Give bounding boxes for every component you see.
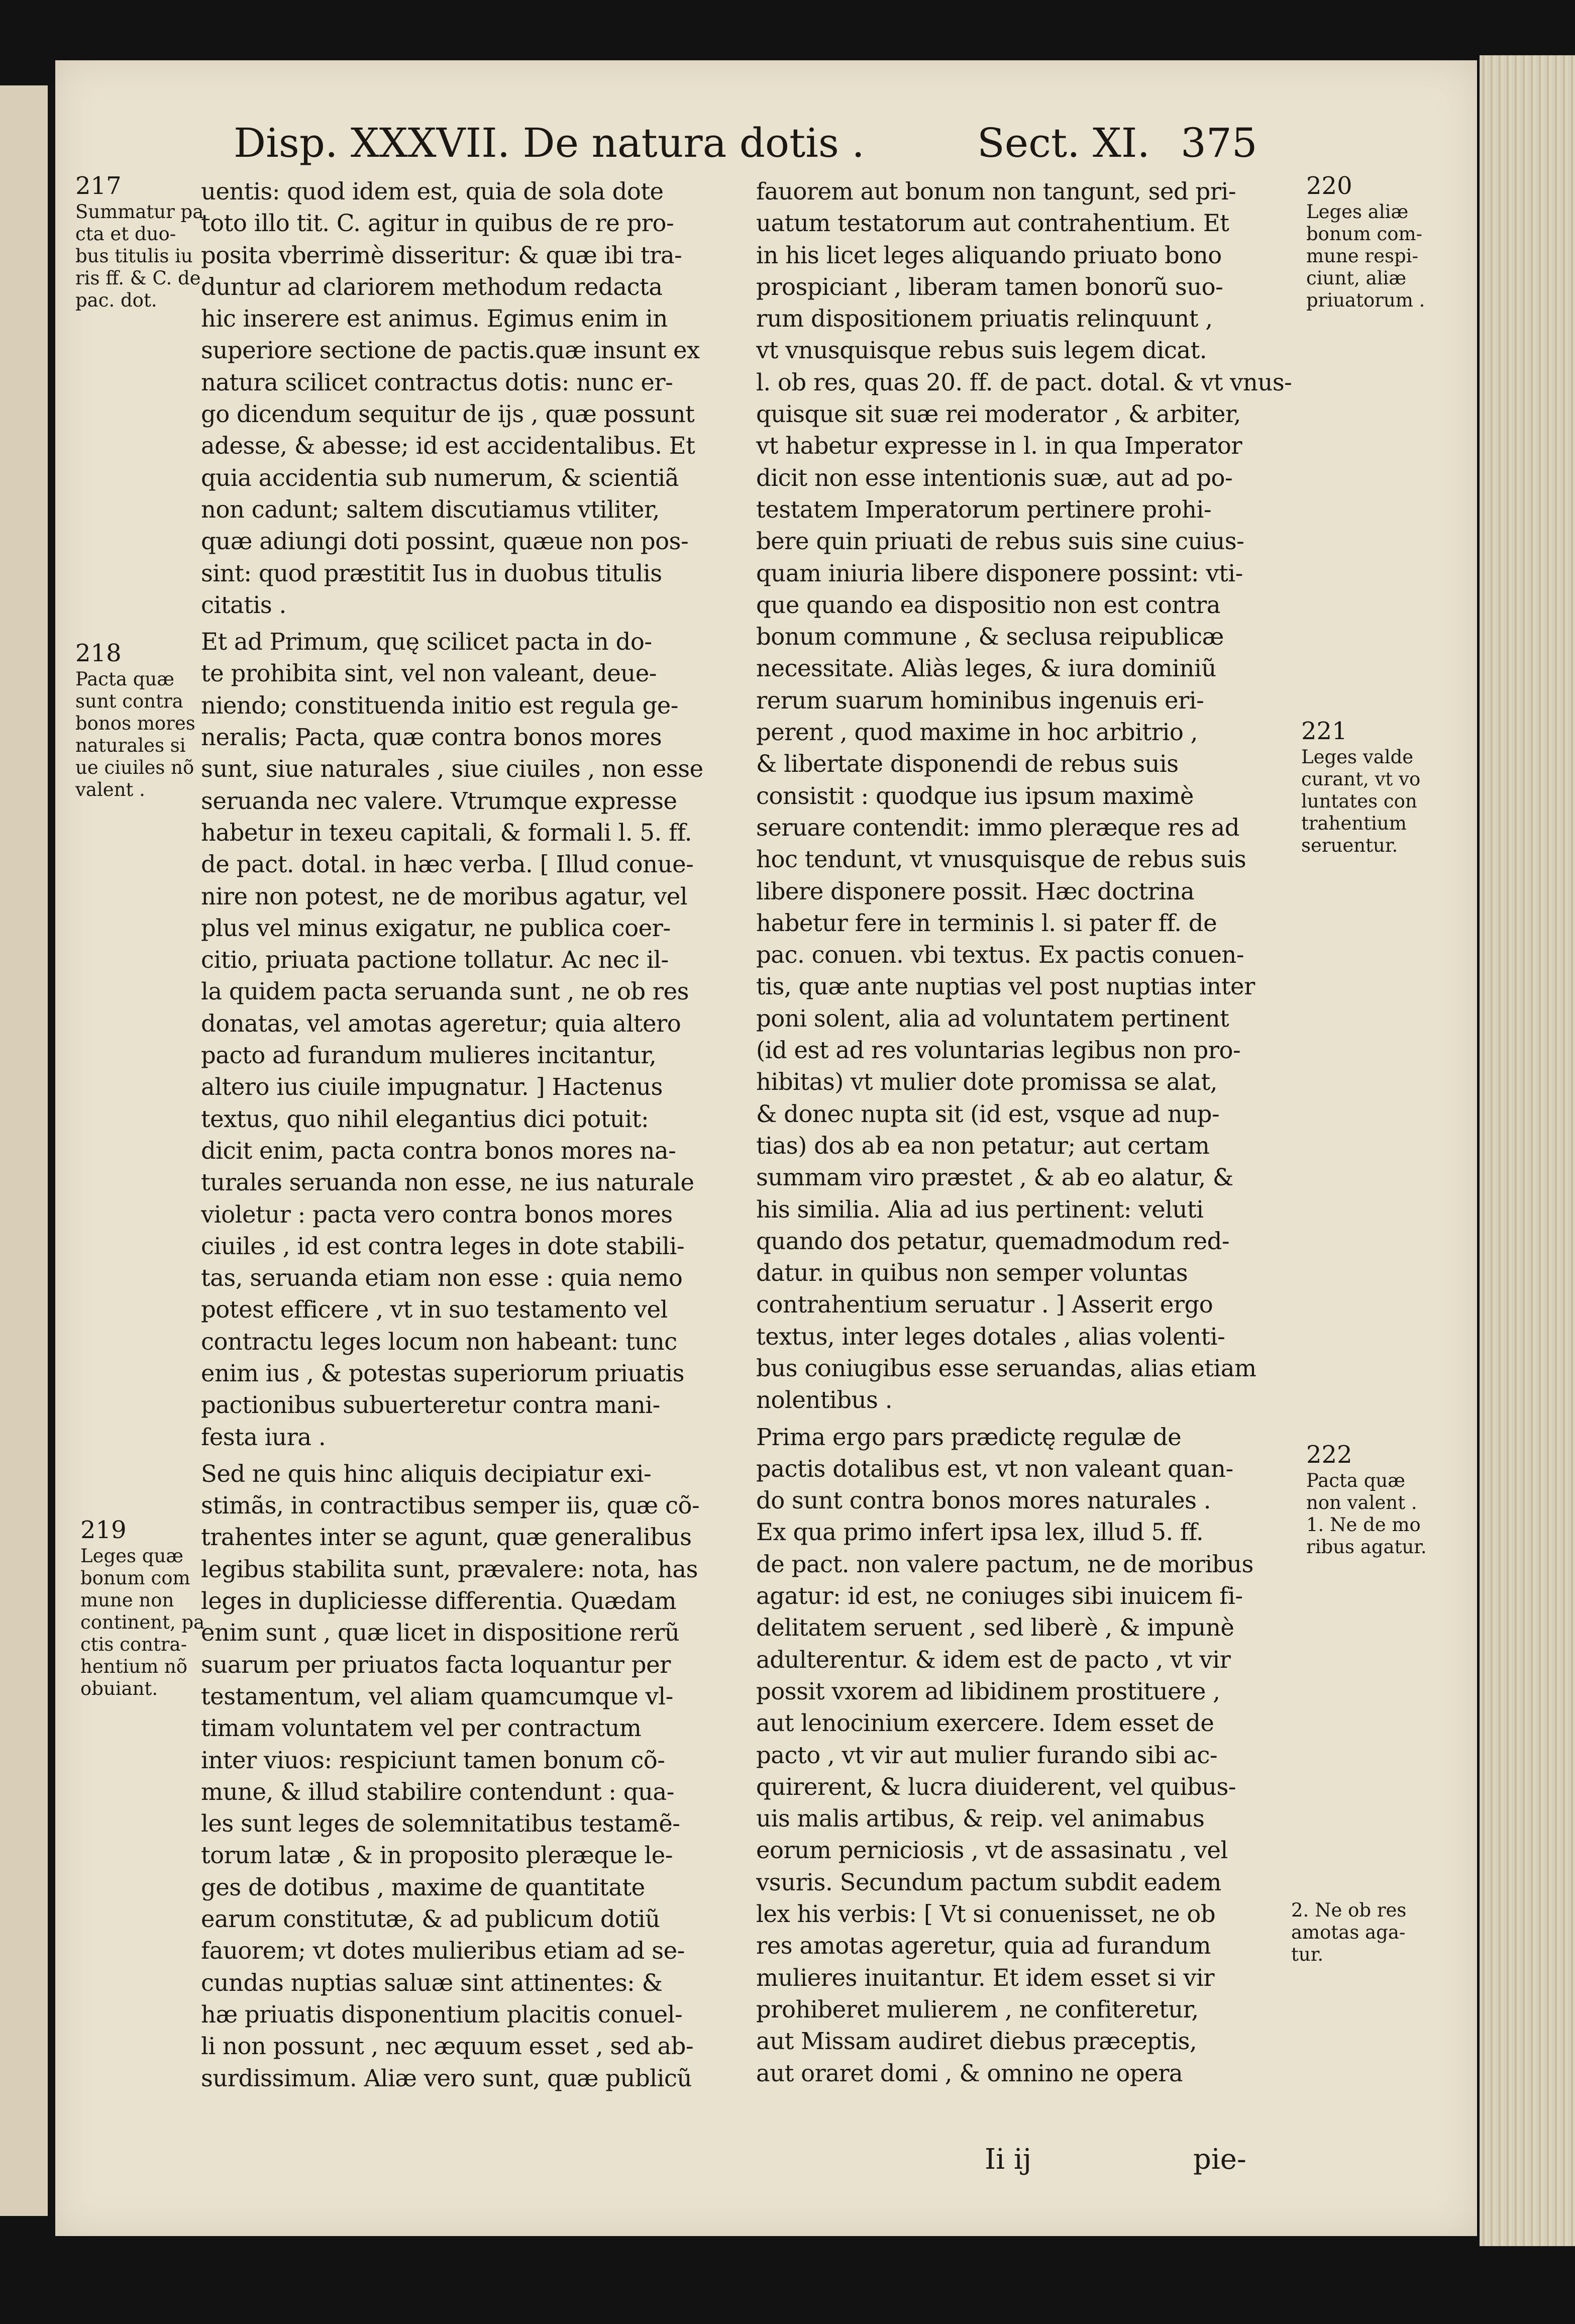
margin-line: pac. dot.	[75, 289, 157, 311]
text-line: Et ad Primum, quę scilicet pacta in do-	[201, 628, 652, 656]
text-line: hibitas) vt mulier dote promissa se alat,	[756, 1068, 1218, 1096]
margin-line: priuatorum .	[1306, 289, 1425, 311]
margin-line: ribus agatur.	[1306, 1536, 1427, 1558]
margin-line: obuiant.	[80, 1678, 158, 1699]
text-line: quisque sit suæ rei moderator , & arbiter,	[756, 400, 1241, 428]
margin-note-217	[75, 171, 203, 312]
text-line: pactis dotalibus est, vt non valeant quan-	[756, 1455, 1233, 1482]
text-line: datur. in quibus non semper voluntas	[756, 1259, 1188, 1287]
text-line: summam viro præstet , & ab eo alatur, &	[756, 1164, 1233, 1191]
text-line: adulterentur. & idem est de pacto , vt vir	[756, 1646, 1231, 1673]
text-line: potest efficere , vt in suo testamento vel	[201, 1296, 668, 1324]
margin-line: amotas aga-	[1291, 1922, 1406, 1943]
text-line: possit vxorem ad libidinem prostituere ,	[756, 1677, 1220, 1705]
text-line: uis malis artibus, & reip. vel animabus	[756, 1805, 1205, 1833]
text-line: quia accidentia sub numerum, & scientiã	[201, 464, 679, 491]
text-line: sint: quod præstitit Ius in duobus titulis	[201, 559, 662, 587]
text-line: contractu leges locum non habeant: tunc	[201, 1328, 677, 1355]
text-line: timam voluntatem vel per contractum	[201, 1714, 642, 1742]
left-text-column	[201, 176, 703, 2094]
text-line: non cadunt; saltem discutiamus vtiliter,	[201, 495, 660, 523]
text-line: trahentes inter se agunt, quæ generalibus	[201, 1524, 692, 1551]
text-line: adesse, & abesse; id est accidentalibus. Et	[201, 432, 695, 460]
text-line: pacto , vt vir aut mulier furando sibi ac-	[756, 1741, 1218, 1769]
text-line: vt vnusquisque rebus suis legem dicat.	[756, 337, 1207, 364]
margin-line: cta et duo-	[75, 223, 176, 245]
text-line: hæ priuatis disponentium placitis conuel-	[201, 2000, 683, 2028]
text-line: & libertate disponendi de rebus suis	[756, 750, 1179, 778]
text-line: pacto ad furandum mulieres incitantur,	[201, 1042, 657, 1069]
text-line: mune, & illud stabilire contendunt : qua-	[201, 1778, 674, 1805]
text-line: aut lenocinium exercere. Idem esset de	[756, 1709, 1214, 1737]
text-line: suarum per priuatos facta loquantur per	[201, 1651, 671, 1678]
page-number: 375	[1181, 120, 1257, 166]
margin-note-221	[1301, 716, 1420, 857]
page-fore-edge	[1480, 55, 1575, 2246]
margin-number: 218	[75, 639, 122, 667]
text-line: lex his verbis: [ Vt si conuenisset, ne ob	[756, 1900, 1216, 1928]
margin-line: 1. Ne de mo	[1306, 1514, 1421, 1536]
text-line: earum constitutæ, & ad publicum dotiũ	[201, 1905, 660, 1933]
text-line: violetur : pacta vero contra bonos mores	[201, 1200, 673, 1228]
text-line: duntur ad clariorem methodum redacta	[201, 273, 663, 300]
margin-number: 222	[1306, 1441, 1352, 1469]
text-line: uatum testatorum aut contrahentium. Et	[756, 210, 1229, 237]
text-line: plus vel minus exigatur, ne publica coer-	[201, 914, 671, 942]
text-line: rerum suarum hominibus ingenuis eri-	[756, 686, 1204, 714]
text-line: bus coniugibus esse seruandas, alias etiam	[756, 1354, 1256, 1382]
margin-note-222	[1306, 1440, 1427, 1558]
text-line: tis, quæ ante nuptias vel post nuptias inter	[756, 973, 1255, 1000]
text-line: vt habetur expresse in l. in qua Imperator	[756, 432, 1242, 460]
text-line: nolentibus .	[756, 1386, 892, 1414]
margin-line: seruentur.	[1301, 835, 1398, 856]
text-line: agatur: id est, ne coniuges sibi inuicem fi-	[756, 1582, 1243, 1610]
margin-line: valent .	[75, 779, 145, 800]
text-line: leges in dupliciesse differentia. Quædam	[201, 1587, 677, 1615]
text-line: (id est ad res voluntarias legibus non pro-	[756, 1037, 1241, 1064]
text-line: enim ius , & potestas superiorum priuatis	[201, 1359, 684, 1387]
text-line: tas, seruanda etiam non esse : quia nemo	[201, 1264, 683, 1292]
text-line: prospiciant , liberam tamen bonorũ suo-	[756, 273, 1223, 300]
text-line: altero ius ciuile impugnatur. ] Hactenus	[201, 1073, 663, 1101]
text-line: delitatem seruent , sed liberè , & impunè	[756, 1614, 1234, 1642]
text-line: go dicendum sequitur de ijs , quæ possunt	[201, 400, 695, 428]
text-line	[756, 1417, 1292, 1422]
margin-line: bonum com-	[1306, 223, 1423, 245]
text-line: citatis .	[201, 591, 286, 619]
text-line: libere disponere possit. Hæc doctrina	[756, 877, 1195, 905]
margin-line: curant, vt vo	[1301, 768, 1421, 790]
text-line: bere quin priuati de rebus suis sine cuius-	[756, 528, 1244, 555]
text-line: testamentum, vel aliam quamcumque vl-	[201, 1682, 673, 1710]
text-line: bonum commune , & seclusa reipublicæ	[756, 623, 1224, 651]
right-text-column	[756, 176, 1292, 2089]
text-line: l. ob res, quas 20. ff. de pact. dotal. & vt vnus-	[756, 368, 1292, 396]
text-line: niendo; constituenda initio est regula ge-	[201, 691, 678, 719]
text-line: testatem Imperatorum pertinere prohi-	[756, 495, 1212, 523]
margin-line: naturales si	[75, 735, 186, 756]
text-line: textus, quo nihil elegantius dici potuit:	[201, 1105, 649, 1133]
text-line: dicit non esse intentionis suæ, aut ad po-	[756, 464, 1233, 491]
margin-note-amotas	[1291, 1899, 1406, 1966]
margin-note-218	[75, 638, 195, 801]
text-line: mulieres inuitantur. Et idem esset si vir	[756, 1964, 1215, 1991]
text-line: hoc tendunt, vt vnusquisque de rebus suis	[756, 846, 1246, 873]
text-line: te prohibita sint, vel non valeant, deue-	[201, 660, 657, 687]
text-line: tias) dos ab ea non petatur; aut certam	[756, 1132, 1210, 1159]
margin-number: 217	[75, 172, 122, 200]
margin-line: Leges quæ	[80, 1545, 184, 1567]
text-line: enim sunt , quæ licet in dispositione rerũ	[201, 1619, 680, 1647]
text-line: de pact. non valere pactum, ne de moribus	[756, 1550, 1253, 1578]
text-line: his similia. Alia ad ius pertinent: veluti	[756, 1195, 1204, 1223]
text-line: quirerent, & lucra diuiderent, vel quibus-	[756, 1773, 1236, 1800]
text-line: superiore sectione de pactis.quæ insunt ex	[201, 337, 700, 364]
previous-page-edge	[0, 85, 48, 2216]
margin-line: trahentium	[1301, 813, 1407, 834]
text-line: turales seruanda non esse, ne ius naturale	[201, 1169, 694, 1196]
text-line: Prima ergo pars prædictę regulæ de	[756, 1423, 1182, 1451]
margin-note-219	[80, 1515, 204, 1700]
text-line: res amotas ageretur, quia ad furandum	[756, 1932, 1211, 1960]
text-line: la quidem pacta seruanda sunt , ne ob res	[201, 978, 689, 1005]
text-line: neralis; Pacta, quæ contra bonos mores	[201, 724, 662, 751]
margin-line: ris ff. & C. de	[75, 267, 201, 289]
text-line	[201, 1453, 703, 1458]
text-line: stimãs, in contractibus semper iis, quæ cõ-	[201, 1492, 700, 1520]
text-line: hic inserere est animus. Egimus enim in	[201, 305, 668, 333]
text-line: quæ adiungi doti possint, quæue non pos-	[201, 528, 689, 555]
text-line: habetur in texeu capitali, & formali l. 5. ff.	[201, 819, 692, 846]
margin-line: Pacta quæ	[1306, 1470, 1405, 1491]
margin-line: mune respi-	[1306, 245, 1418, 267]
text-line: cundas nuptias saluæ sint attinentes: &	[201, 1969, 663, 1996]
margin-line: sunt contra	[75, 690, 183, 712]
text-line: toto illo tit. C. agitur in quibus de re pro-	[201, 210, 674, 237]
text-line: natura scilicet contractus dotis: nunc er-	[201, 368, 673, 396]
text-line: que quando ea dispositio non est contra	[756, 591, 1220, 619]
margin-line: Leges aliæ	[1306, 201, 1409, 223]
margin-line: bonum com	[80, 1567, 190, 1589]
text-line: ges de dotibus , maxime de quantitate	[201, 1873, 645, 1901]
margin-line: ciunt, aliæ	[1306, 267, 1407, 289]
text-line: quando dos petatur, quemadmodum red-	[756, 1227, 1230, 1255]
text-line: donatas, vel amotas ageretur; quia altero	[201, 1009, 681, 1037]
text-line: Sed ne quis hinc aliquis decipiatur exi-	[201, 1460, 652, 1487]
text-line: textus, inter leges dotales , alias volenti-	[756, 1323, 1225, 1350]
text-line: posita vberrimè disseritur: & quæ ibi tra-	[201, 241, 682, 269]
text-line: citio, priuata pactione tollatur. Ac nec il-	[201, 946, 669, 974]
margin-line: non valent .	[1306, 1492, 1417, 1513]
text-line: poni solent, alia ad voluntatem pertinent	[756, 1004, 1229, 1032]
text-line: legibus stabilita sunt, prævalere: nota, has	[201, 1555, 698, 1583]
margin-line: Leges valde	[1301, 746, 1414, 768]
text-line: perent , quod maxime in hoc arbitrio ,	[756, 719, 1198, 746]
text-line: surdissimum. Aliæ vero sunt, quæ publicũ	[201, 2064, 692, 2092]
text-line: pactionibus subuerteretur contra mani-	[201, 1391, 660, 1419]
text-line: uentis: quod idem est, quia de sola dote	[201, 178, 664, 205]
text-line: les sunt leges de solemnitatibus testamẽ-	[201, 1810, 680, 1838]
text-line: seruare contendit: immo pleræque res ad	[756, 814, 1240, 841]
margin-line: Summatur pa	[75, 201, 204, 223]
text-line: festa iura .	[201, 1423, 326, 1451]
margin-line: mune non	[80, 1589, 174, 1611]
margin-number: 219	[80, 1516, 127, 1544]
text-line: contrahentium seruatur . ] Asserit ergo	[756, 1291, 1213, 1319]
text-line: aut oraret domi , & omnino ne opera	[756, 2059, 1183, 2087]
text-line: fauorem; vt dotes mulieribus etiam ad se-	[201, 1937, 685, 1965]
section-label: Sect. XI.	[977, 120, 1150, 166]
text-line: consistit : quodque ius ipsum maximè	[756, 782, 1194, 810]
text-line: rum dispositionem priuatis relinquunt ,	[756, 305, 1213, 333]
text-line: aut Missam audiret diebus præceptis,	[756, 2028, 1197, 2055]
margin-line: hentium nõ	[80, 1656, 188, 1677]
text-line: nire non potest, ne de moribus agatur, vel	[201, 882, 688, 910]
margin-number: 220	[1306, 172, 1352, 200]
text-line: pac. conuen. vbi textus. Ex pactis conuen-	[756, 941, 1244, 969]
text-line: vsuris. Secundum pactum subdit eadem	[756, 1868, 1221, 1896]
text-line: dicit enim, pacta contra bonos mores na-	[201, 1137, 676, 1164]
text-line: Ex qua primo infert ipsa lex, illud 5. ff.	[756, 1519, 1204, 1546]
text-line	[201, 621, 703, 626]
text-line: & donec nupta sit (id est, vsque ad nup-	[756, 1100, 1220, 1128]
margin-line: Pacta quæ	[75, 668, 174, 690]
margin-line: ctis contra-	[80, 1634, 187, 1655]
text-line: do sunt contra bonos mores naturales .	[756, 1487, 1211, 1514]
text-line: ciuiles , id est contra leges in dote stabili-	[201, 1232, 685, 1260]
text-line: necessitate. Aliàs leges, & iura dominiũ	[756, 655, 1216, 682]
text-line: li non possunt , nec æquum esset , sed ab-	[201, 2033, 694, 2060]
text-line: habetur fere in terminis l. si pater ff. de	[756, 909, 1217, 937]
catchword: pie-	[1193, 2143, 1246, 2176]
margin-line: continent, pa	[80, 1611, 205, 1633]
running-title: Disp. XXXVII. De natura dotis .	[234, 120, 865, 166]
text-line: eorum perniciosis , vt de assasinatu , vel	[756, 1837, 1228, 1864]
signature-mark: Ii ij	[985, 2143, 1032, 2176]
margin-line: 2. Ne ob res	[1291, 1899, 1407, 1921]
margin-line: tur.	[1291, 1944, 1324, 1965]
text-line: torum latæ , & in proposito pleræque le-	[201, 1842, 673, 1869]
text-line: seruanda nec valere. Vtrumque expresse	[201, 787, 677, 815]
text-line: inter viuos: respiciunt tamen bonum cõ-	[201, 1746, 665, 1774]
margin-line: ue ciuiles nõ	[75, 757, 194, 778]
text-line: de pact. dotal. in hæc verba. [ Illud conue-	[201, 851, 694, 878]
margin-number: 221	[1301, 717, 1347, 745]
text-line: quam iniuria libere disponere possint: vti-	[756, 559, 1243, 587]
margin-line: bus titulis iu	[75, 245, 193, 267]
margin-line: bonos mores	[75, 713, 195, 734]
margin-note-220	[1306, 171, 1425, 312]
text-line: in his licet leges aliquando priuato bono	[756, 241, 1222, 269]
text-line: sunt, siue naturales , siue ciuiles , non esse	[201, 755, 703, 783]
text-line: prohiberet mulierem , ne confiteretur,	[756, 1995, 1199, 2023]
text-line: fauorem aut bonum non tangunt, sed pri-	[756, 178, 1236, 205]
margin-line: luntates con	[1301, 790, 1417, 812]
